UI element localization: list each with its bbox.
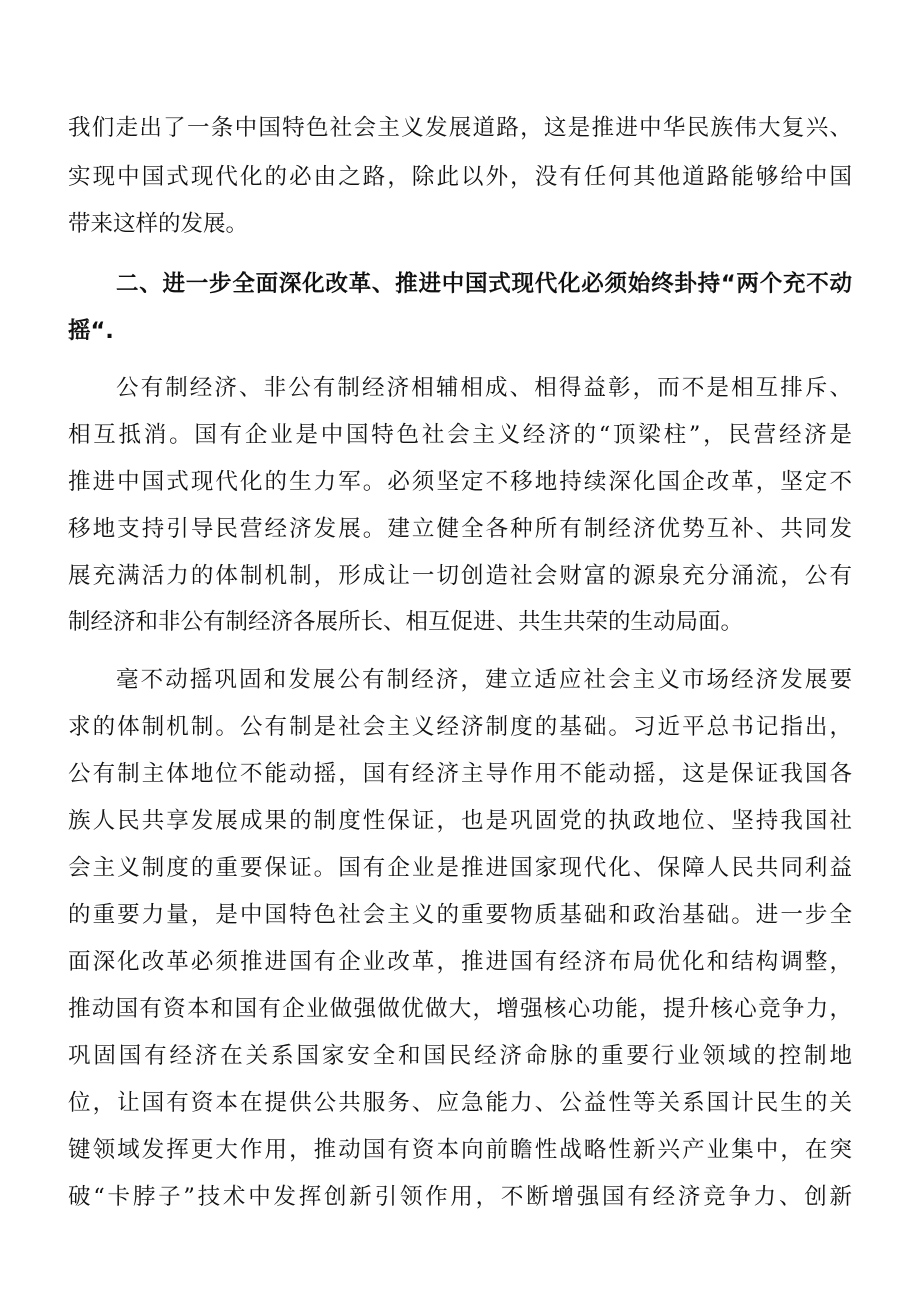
text-line: 面深化改革必须推进国有企业改革，推进国有经济布局优化和结构调整， xyxy=(68,949,852,975)
text-line: 公有制主体地位不能动摇，国有经济主导作用不能动摇，这是保证我国各 xyxy=(68,761,852,787)
text-line: 公有制经济、非公有制经济相辅相成、相得益彰，而不是相互排斥、 xyxy=(116,375,852,401)
text-line: 破“卡脖子”技术中发挥创新引领作用，不断增强国有经济竞争力、创新 xyxy=(68,1184,852,1210)
text-line: 族人民共享发展成果的制度性保证，也是巩固党的执政地位、坚持我国社 xyxy=(68,808,852,834)
text-line: 实现中国式现代化的必由之路，除此以外，没有任何其他道路能够给中国 xyxy=(68,164,852,190)
text-line: 相互抵消。国有企业是中国特色社会主义经济的“顶梁柱”，民营经济是 xyxy=(68,422,852,448)
text-line: 的重要力量，是中国特色社会主义的重要物质基础和政治基础。进一步全 xyxy=(68,902,852,928)
text-line: 毫不动摇巩固和发展公有制经济，建立适应社会主义市场经济发展要 xyxy=(116,667,852,693)
text-line: 会主义制度的重要保证。国有企业是推进国家现代化、保障人民共同利益 xyxy=(68,855,852,881)
text-line: 键领域发挥更大作用，推动国有资本向前瞻性战略性新兴产业集中，在突 xyxy=(68,1137,852,1163)
text-line: 我们走出了一条中国特色社会主义发展道路，这是推进中华民族伟大复兴、 xyxy=(68,115,852,141)
heading-line: 摇“. xyxy=(68,318,114,344)
text-line: 移地支持引导民营经济发展。建立健全各种所有制经济优势互补、共同发 xyxy=(68,516,852,542)
text-line: 求的体制机制。公有制是社会主义经济制度的基础。习近平总书记指出， xyxy=(68,714,852,740)
text-line: 巩固国有经济在关系国家安全和国民经济命脉的重要行业领域的控制地 xyxy=(68,1043,852,1069)
heading-line: 二、进一步全面深化改革、推进中国式现代化必须始终卦持“两个充不动 xyxy=(116,271,852,297)
text-line: 推动国有资本和国有企业做强做优做大，增强核心功能，提升核心竞争力， xyxy=(68,996,852,1022)
text-line: 展充满活力的体制机制，形成让一切创造社会财富的源泉充分涌流，公有 xyxy=(68,563,852,589)
text-line: 带来这样的发展。 xyxy=(68,211,249,237)
text-line: 推进中国式现代化的生力军。必须坚定不移地持续深化国企改革，坚定不 xyxy=(68,469,852,495)
text-line: 位，让国有资本在提供公共服务、应急能力、公益性等关系国计民生的关 xyxy=(68,1090,852,1116)
text-line: 制经济和非公有制经济各展所长、相互促进、共生共荣的生动局面。 xyxy=(68,609,744,635)
